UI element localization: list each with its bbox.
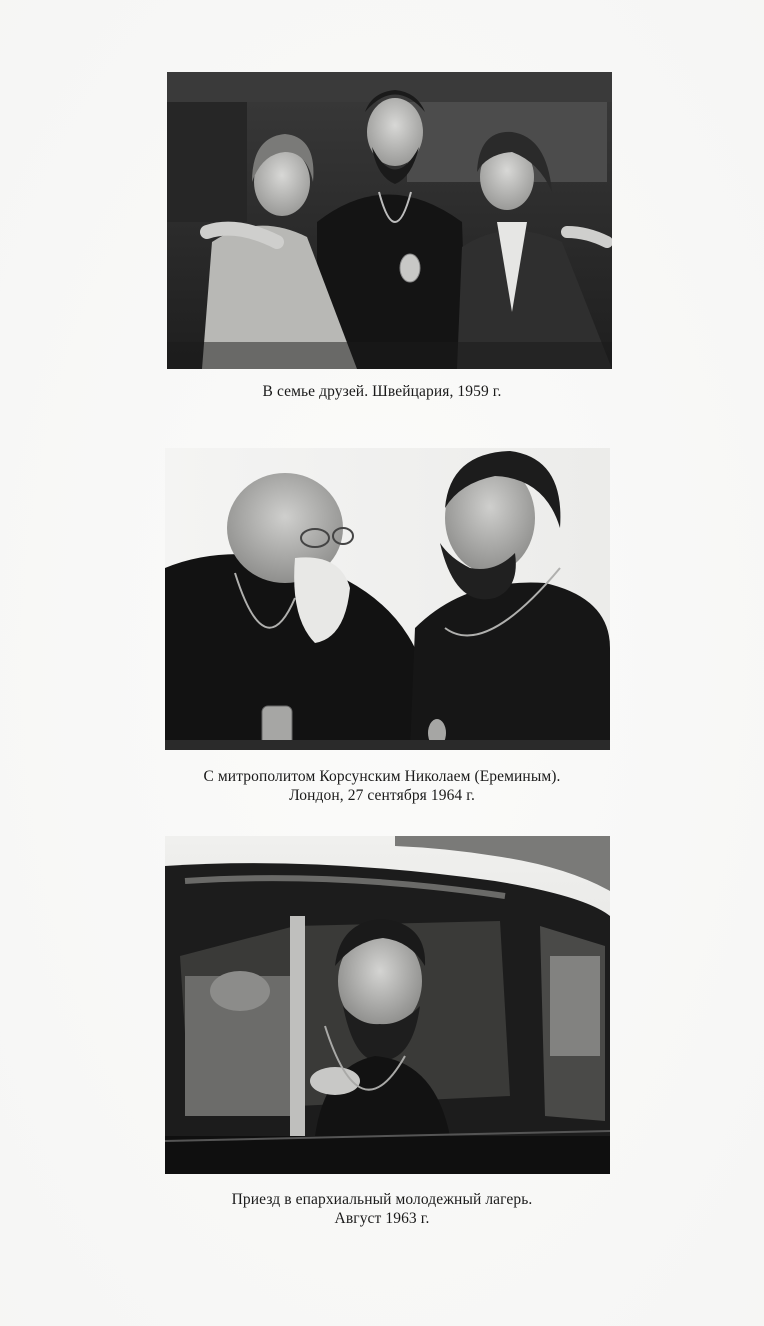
caption-line: В семье друзей. Швейцария, 1959 г. <box>262 383 502 400</box>
photo-family-friends <box>167 72 612 369</box>
caption-line: С митрополитом Корсунским Николаем (Ереминым). <box>203 768 561 785</box>
caption-photo-2 <box>0 767 764 805</box>
photo-arrival-youth-camp <box>165 836 610 1174</box>
caption-line: Август 1963 г. <box>334 1210 430 1227</box>
caption-line: Приезд в епархиальный молодежный лагерь. <box>231 1191 533 1208</box>
caption-photo-1 <box>0 382 764 401</box>
caption-line: Лондон, 27 сентября 1964 г. <box>289 787 475 804</box>
photo-with-metropolitan <box>165 448 610 750</box>
caption-photo-3 <box>0 1190 764 1228</box>
